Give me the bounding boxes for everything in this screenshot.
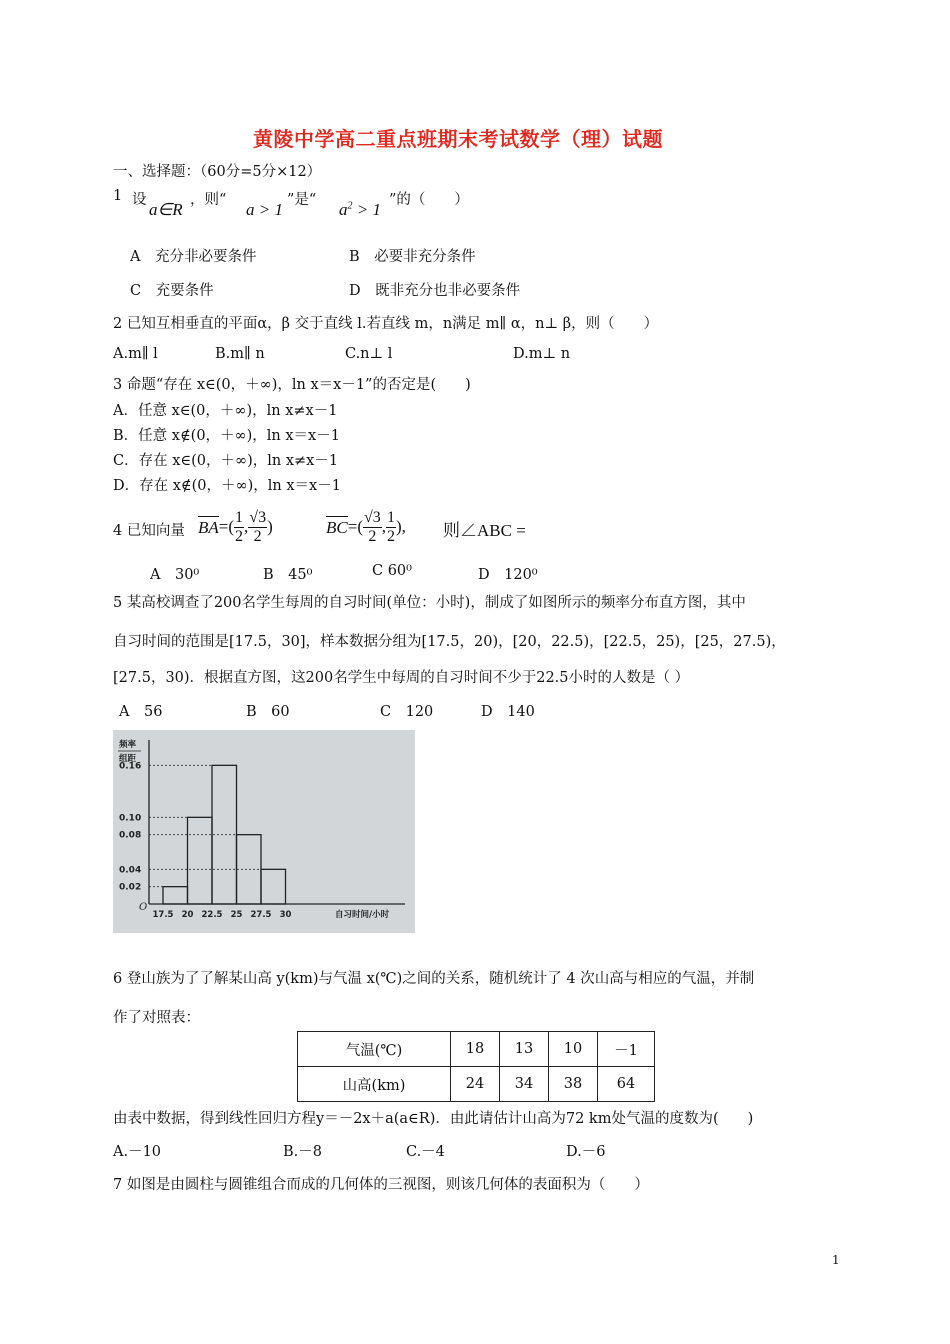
q5-line-3: [27.5，30)．根据直方图，这200名学生中每周的自习时间不少于22.5小时的人数是（ ） xyxy=(113,670,690,686)
section-heading: 一、选择题：（60分=5分×12） xyxy=(113,164,322,180)
table-cell: 气温(℃) xyxy=(298,1032,451,1067)
q4-option-b: B 45⁰ xyxy=(263,567,313,583)
q4-vector-bc: BC =( $\frac{√3}{2}$ , $\frac{1}{2}$ ), xyxy=(326,508,406,545)
q1-option-d: D 既非充分也非必要条件 xyxy=(349,283,521,299)
q3-option-c: C．存在 x∈(0，＋∞)，ln x≠x－1 xyxy=(113,453,339,469)
x-tick-label: 25 xyxy=(230,910,243,920)
table-cell: 13 xyxy=(500,1032,549,1067)
q3-option-a: A．任意 x∈(0，＋∞)，ln x≠x－1 xyxy=(113,403,338,419)
q2-option-d: D.m⊥ n xyxy=(513,346,571,362)
q2-option-a: A.m∥ l xyxy=(113,346,158,362)
histogram-bar xyxy=(188,817,213,904)
q6-table xyxy=(297,1031,655,1102)
q4-vector-ba: BA =( $\frac{1}{2}$ , $\frac{√3}{2}$ ) xyxy=(198,508,273,545)
q6-option-a: A.－10 xyxy=(113,1144,162,1160)
q1-option-b: B 必要非充分条件 xyxy=(349,249,476,265)
table-cell: 10 xyxy=(549,1032,598,1067)
page-title: 黄陵中学高二重点班期末考试数学（理）试题 xyxy=(253,127,663,151)
q1-mid1: ，则“ xyxy=(190,192,227,208)
q5-option-d: D 140 xyxy=(481,704,535,720)
q1-option-a: A 充分非必要条件 xyxy=(130,249,257,265)
y-axis-label-bottom: 组距 xyxy=(119,754,137,764)
q2-option-c: C.n⊥ l xyxy=(345,346,393,362)
histogram-bar xyxy=(163,887,188,904)
q1-option-c: C 充要条件 xyxy=(130,283,214,299)
x-axis-label: 自习时间/小时 xyxy=(335,910,390,920)
q5-option-b: B 60 xyxy=(246,704,290,720)
table-cell: 山高(km) xyxy=(298,1067,451,1102)
x-tick-label: 30 xyxy=(279,910,292,920)
table-cell: 24 xyxy=(451,1067,500,1102)
q1-pre: 设 xyxy=(132,192,147,208)
q6-option-b: B.－8 xyxy=(283,1144,322,1160)
table-cell: 38 xyxy=(549,1067,598,1102)
origin-label: O xyxy=(139,902,148,913)
q4-option-c: C 60⁰ xyxy=(372,563,412,579)
histogram-chart xyxy=(113,730,415,933)
q1-cond1: a∈R xyxy=(149,200,183,219)
x-tick-label: 20 xyxy=(181,910,194,920)
q6-option-c: C.－4 xyxy=(406,1144,445,1160)
table-cell: 18 xyxy=(451,1032,500,1067)
table-cell: 34 xyxy=(500,1067,549,1102)
x-tick-label: 22.5 xyxy=(201,910,223,920)
histogram-figure xyxy=(113,730,415,933)
histogram-bar xyxy=(261,869,286,904)
table-cell: －1 xyxy=(598,1032,655,1067)
q5-line-1: 5 某高校调查了200名学生每周的自习时间(单位：小时)，制成了如图所示的频率分布直方图，其中 xyxy=(113,595,746,611)
q6-line-2: 作了对照表： xyxy=(113,1010,200,1026)
x-tick-label: 27.5 xyxy=(250,910,272,920)
q6-line-3: 由表中数据，得到线性回归方程y＝－2x＋a(a∈R)．由此请估计山高为72 km处气温的度数为( ) xyxy=(113,1111,754,1127)
y-tick-label: 0.04 xyxy=(119,865,142,876)
q5-line-2: 自习时间的范围是[17.5，30]，样本数据分组为[17.5，20)，[20，22.5)，[22.5，25)，[25，27.5)， xyxy=(113,634,786,650)
q4-ask: 则∠ABC = xyxy=(443,521,526,540)
q4-option-a: A 30⁰ xyxy=(150,567,200,583)
q4-option-d: D 120⁰ xyxy=(478,567,538,583)
y-tick-label: 0.16 xyxy=(119,761,142,772)
q6-line-1: 6 登山族为了了解某山高 y(km)与气温 x(℃)之间的关系，随机统计了 4 次山高与相应的气温，并制 xyxy=(113,971,755,987)
page-number: 1 xyxy=(832,1253,840,1267)
table-row xyxy=(298,1067,655,1102)
y-tick-label: 0.02 xyxy=(119,882,142,893)
table-row xyxy=(298,1032,655,1067)
q3-option-d: D．存在 x∉(0，＋∞)，ln x＝x－1 xyxy=(113,478,341,494)
table-cell: 64 xyxy=(598,1067,655,1102)
x-tick-label: 17.5 xyxy=(152,910,174,920)
q5-option-c: C 120 xyxy=(380,704,434,720)
y-axis-label-top: 频率 xyxy=(119,740,137,750)
q7-stem: 7 如图是由圆柱与圆锥组合而成的几何体的三视图，则该几何体的表面积为（ ） xyxy=(113,1177,649,1193)
q1-cond2: a > 1 xyxy=(246,200,283,219)
histogram-bar xyxy=(212,765,237,904)
q2-option-b: B.m∥ n xyxy=(215,346,265,362)
y-tick-label: 0.10 xyxy=(119,813,142,824)
q5-option-a: A 56 xyxy=(119,704,163,720)
q2-stem: 2 已知互相垂直的平面α，β 交于直线 l.若直线 m，n满足 m∥ α，n⊥ β，则（ ） xyxy=(113,316,659,332)
q1-mid2: ”是“ xyxy=(287,192,317,208)
q1-end: ”的（ ） xyxy=(389,192,469,208)
q4-pre: 4 已知向量 xyxy=(113,523,185,539)
y-tick-label: 0.08 xyxy=(119,830,142,841)
q6-option-d: D.－6 xyxy=(566,1144,606,1160)
q1-number: 1 xyxy=(113,188,123,204)
q3-option-b: B．任意 x∉(0，＋∞)，ln x＝x－1 xyxy=(113,428,340,444)
q3-stem: 3 命题“存在 x∈(0，＋∞)，ln x＝x－1”的否定是( ) xyxy=(113,377,471,393)
q1-cond3: $a^2 > 1$ xyxy=(339,200,381,219)
